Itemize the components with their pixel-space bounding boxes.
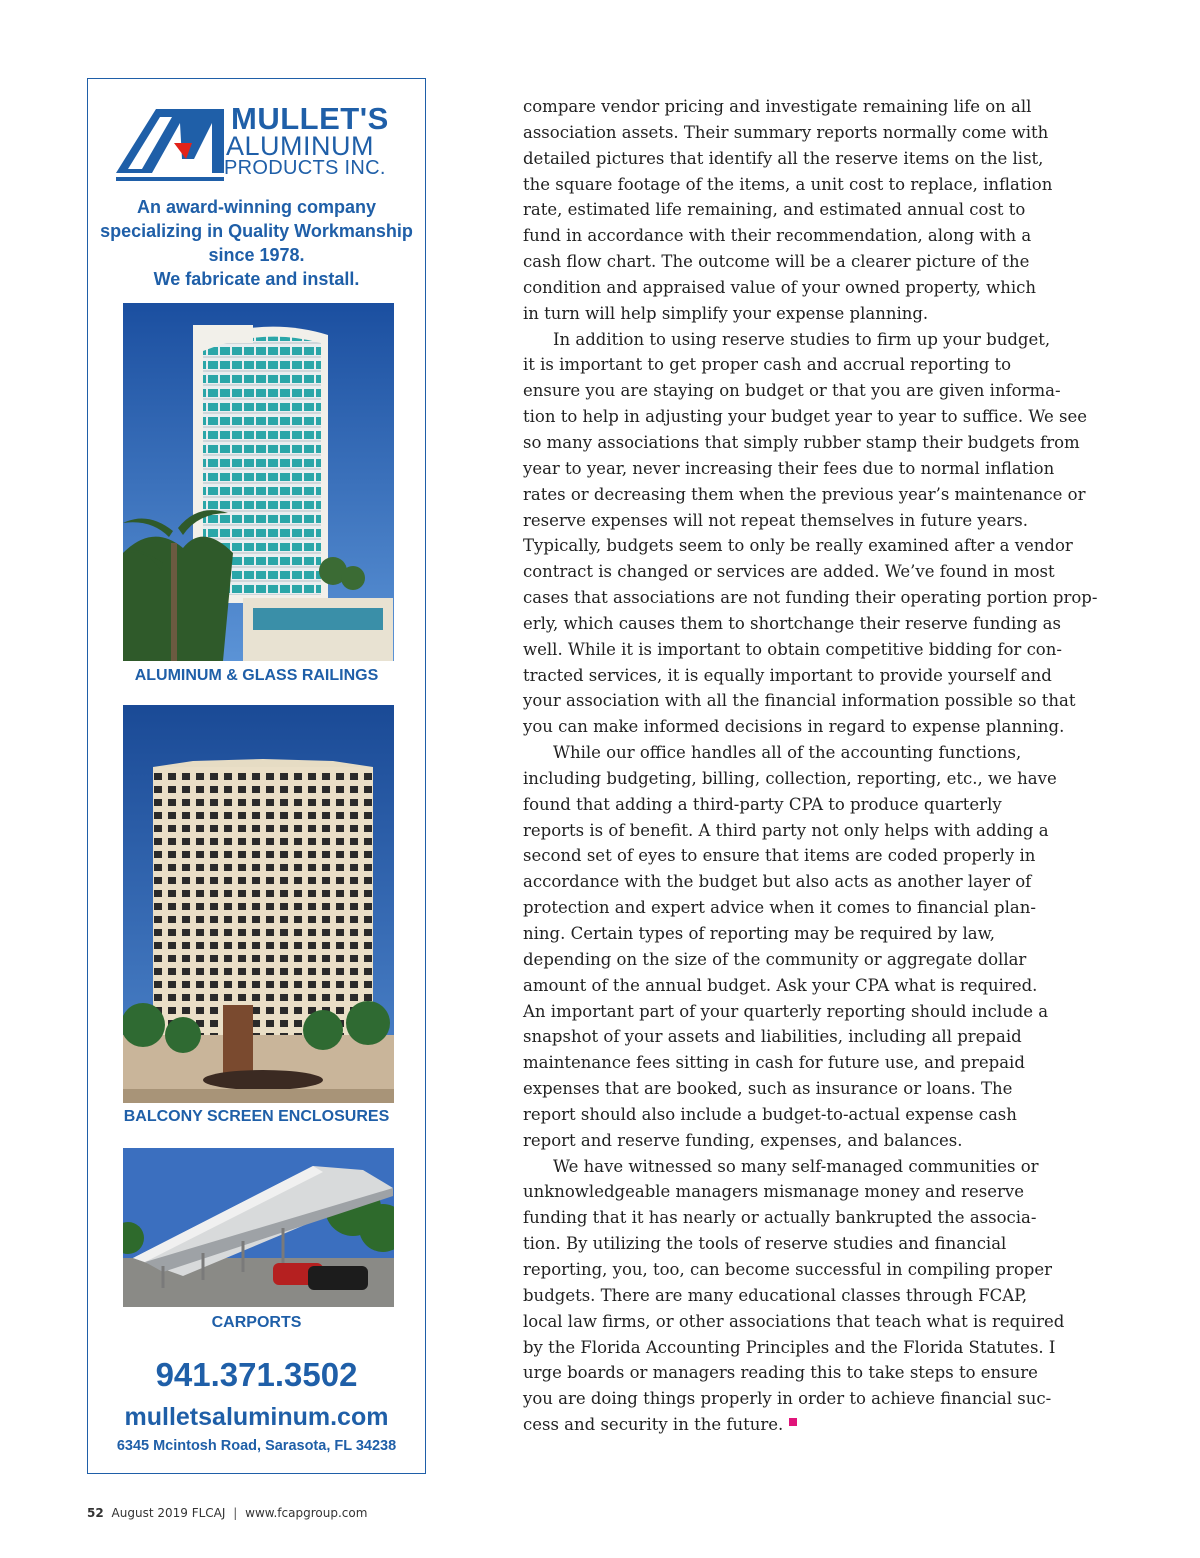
text-line: local law firms, or other associations that teach what is required bbox=[523, 1311, 1065, 1331]
text-line: tion. By utilizing the tools of reserve studies and financial bbox=[523, 1234, 1007, 1254]
text-line: second set of eyes to ensure that items are coded properly in bbox=[523, 846, 1036, 866]
text-line: amount of the annual budget. Ask your CPA what is required. bbox=[523, 975, 1038, 995]
text-line: protection and expert advice when it comes to financial plan- bbox=[523, 898, 1036, 918]
text-line: reserve expenses will not repeat themselves in future years. bbox=[523, 510, 1028, 530]
photo-screen-enclosures-tower bbox=[123, 705, 394, 1103]
text-line: report and reserve funding, expenses, and balances. bbox=[523, 1130, 963, 1150]
text-line: erly, which causes them to shortchange their reserve funding as bbox=[523, 613, 1061, 633]
text-line: ensure you are staying on budget or that you are given informa- bbox=[523, 381, 1061, 401]
text-line: expenses that are booked, such as insurance or loans. The bbox=[523, 1079, 1013, 1099]
footer-url: www.fcapgroup.com bbox=[245, 1506, 368, 1520]
ad-phone-number: 941.371.3502 bbox=[155, 1356, 358, 1393]
text-line: including budgeting, billing, collection, reporting, etc., we have bbox=[523, 768, 1057, 788]
text-line: funding that it has nearly or actually bankrupted the associa- bbox=[523, 1208, 1037, 1228]
text-line: you can make informed decisions in regard to expense planning. bbox=[523, 717, 1065, 737]
tagline-line: An award-winning company bbox=[136, 197, 377, 217]
ad-address: 6345 Mcintosh Road, Sarasota, FL 34238 bbox=[116, 1438, 397, 1454]
caption-glass-railings: ALUMINUM & GLASS RAILINGS bbox=[134, 667, 379, 684]
article-paragraph-4 bbox=[523, 1154, 1123, 1438]
brand-name: MULLET'S bbox=[231, 101, 389, 136]
text-line: your association with all the financial information possible so that bbox=[523, 691, 1076, 711]
page-number: 52 bbox=[87, 1506, 104, 1520]
text-line: tion to help in adjusting your budget year to year to suffice. We see bbox=[523, 407, 1088, 427]
end-of-article-square-icon bbox=[789, 1418, 797, 1426]
text-line: accordance with the budget but also acts as another layer of bbox=[523, 872, 1032, 892]
text-line: ning. Certain types of reporting may be required by law, bbox=[523, 924, 995, 943]
caption-carports: CARPORTS bbox=[211, 1314, 302, 1331]
text-line: Typically, budgets seem to only be really examined after a vendor bbox=[523, 536, 1073, 556]
text-line: cases that associations are not funding their operating portion prop- bbox=[523, 588, 1098, 608]
text-line: budgets. There are many educational classes through FCAP, bbox=[523, 1285, 1028, 1305]
article-body bbox=[523, 94, 1123, 1438]
page-footer bbox=[87, 1506, 367, 1520]
tagline-line: specializing in Quality Workmanship bbox=[100, 221, 413, 241]
article-paragraph-1 bbox=[523, 94, 1123, 327]
text-line: year to year, never increasing their fees due to normal inflation bbox=[523, 458, 1055, 478]
brand-name-products: PRODUCTS INC. bbox=[224, 157, 386, 179]
text-line: condition and appraised value of your owned property, which bbox=[523, 277, 1036, 297]
text-line: depending on the size of the community or aggregate dollar bbox=[523, 949, 1027, 969]
issue-date: August 2019 bbox=[111, 1506, 188, 1520]
text-line: tracted services, it is equally important to provide yourself and bbox=[523, 665, 1052, 685]
ad-tagline bbox=[88, 195, 425, 291]
text-line: in turn will help simplify your expense planning. bbox=[523, 303, 929, 323]
text-line: reporting, you, too, can become successful in compiling proper bbox=[523, 1259, 1053, 1279]
text-line: An important part of your quarterly reporting should include a bbox=[523, 1001, 1049, 1021]
publication-name: FLCAJ bbox=[191, 1506, 226, 1520]
text-line: cash flow chart. The outcome will be a clearer picture of the bbox=[523, 252, 1030, 272]
text-line: found that adding a third-party CPA to produce quarterly bbox=[523, 794, 1002, 814]
text-line: well. While it is important to obtain competitive bidding for con- bbox=[523, 639, 1062, 659]
text-line: snapshot of your assets and liabilities, including all prepaid bbox=[523, 1027, 1022, 1047]
text-line: it is important to get proper cash and accrual reporting to bbox=[523, 355, 1012, 375]
text-line: so many associations that simply rubber stamp their budgets from bbox=[523, 432, 1080, 452]
text-line: rate, estimated life remaining, and estimated annual cost to bbox=[523, 200, 1026, 220]
text-line: We have witnessed so many self-managed communities or bbox=[553, 1156, 1039, 1176]
text-line: contract is changed or services are added. We’ve found in most bbox=[523, 562, 1055, 582]
tagline-line: We fabricate and install. bbox=[153, 269, 360, 289]
text-line-last bbox=[523, 1412, 1123, 1438]
text-line: urge boards or managers reading this to take steps to ensure bbox=[523, 1363, 1038, 1383]
company-logo bbox=[116, 103, 406, 183]
text-line: fund in accordance with their recommendation, along with a bbox=[523, 226, 1032, 246]
text-line: In addition to using reserve studies to firm up your budget, bbox=[553, 329, 1051, 349]
article-paragraph-2 bbox=[523, 327, 1123, 741]
text-line: detailed pictures that identify all the reserve items on the list, bbox=[523, 148, 1044, 168]
text-line: compare vendor pricing and investigate remaining life on all bbox=[523, 97, 1032, 116]
text-line: reports is of benefit. A third party not only helps with adding a bbox=[523, 820, 1049, 840]
brand-name-aluminum: ALUMINUM bbox=[226, 131, 375, 161]
text-line: you are doing things properly in order to achieve financial suc- bbox=[523, 1389, 1052, 1409]
logo-mark-icon bbox=[116, 103, 224, 181]
text-line: While our office handles all of the accounting functions, bbox=[553, 743, 1022, 763]
footer-separator: | bbox=[233, 1506, 238, 1520]
text-line: unknowledgeable managers mismanage money and reserve bbox=[523, 1182, 1025, 1202]
text-line: by the Florida Accounting Principles and the Florida Statutes. I bbox=[523, 1337, 1056, 1357]
text-line: maintenance fees sitting in cash for future use, and prepaid bbox=[523, 1053, 1025, 1073]
advertisement bbox=[87, 78, 426, 1474]
ad-website: mulletsaluminum.com bbox=[124, 1403, 389, 1431]
text-line: the square footage of the items, a unit cost to replace, inflation bbox=[523, 174, 1053, 194]
photo-glass-railings-tower bbox=[123, 303, 394, 661]
caption-screen-enclosures: BALCONY SCREEN ENCLOSURES bbox=[123, 1108, 390, 1125]
text-line: report should also include a budget-to-actual expense cash bbox=[523, 1104, 1017, 1124]
tagline-line: since 1978. bbox=[208, 245, 305, 265]
article-paragraph-3 bbox=[523, 740, 1123, 1154]
text-line: rates or decreasing them when the previous year’s maintenance or bbox=[523, 484, 1086, 504]
text-line: association assets. Their summary reports normally come with bbox=[523, 122, 1049, 142]
text-line-final: cess and security in the future. bbox=[523, 1415, 784, 1435]
photo-carports bbox=[123, 1148, 394, 1307]
